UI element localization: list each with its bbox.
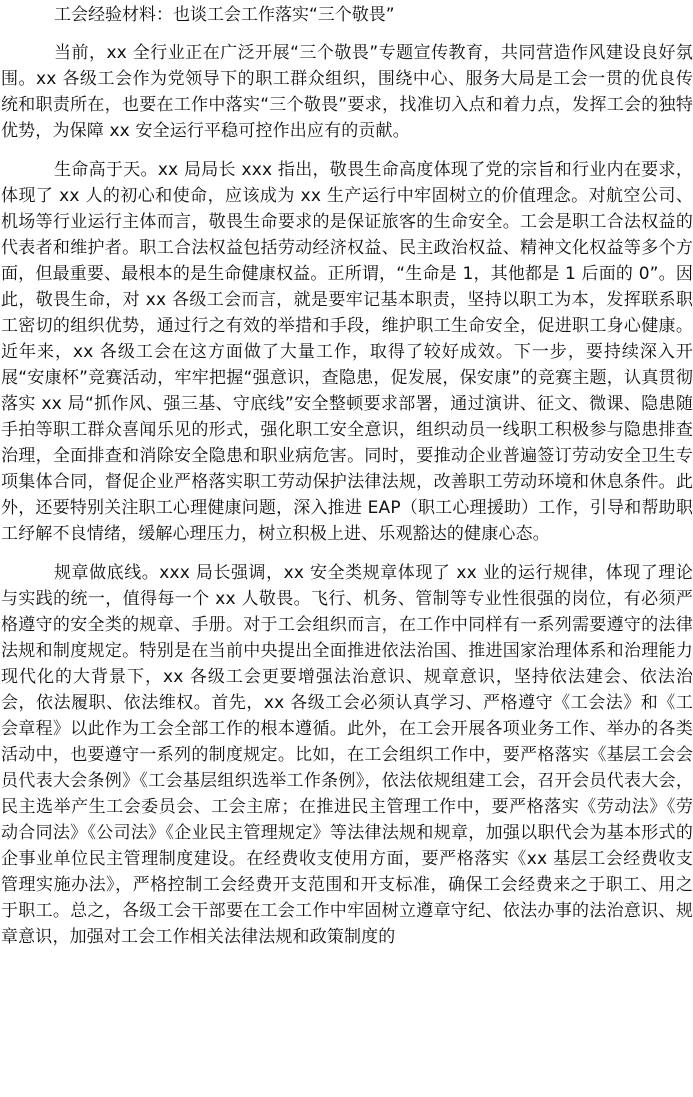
paragraph-rules-as-bottom-line: 规章做底线。xxx 局长强调，xx 安全类规章体现了 xx 业的运行规律，体现了理论与实践的统一，值得每一个 xx 人敬畏。飞行、机务、管制等专业性很强的岗位，有必须严格遵守的安全类的规章、手册。对于工会组织而言，在工作中同样有一系列需要遵守的法律法规和制度规定。特别是在当前中央提出全面推进依法治国、推进国家治理体系和治理能力现代化的大背景下，xx 各级工会更要增强法治意识、规章意识，坚持依法建会、依法治会，依法履职、依法维权。首先，xx 各级工会必须认真学习、严格遵守《工会法》和《工会章程》以此作为工会全部工作的根本遵循。此外，在工会开展各项业务工作、举办的各类活动中，也要遵守一系列的制度规定。比如，在工会组织工作中，要严格落实《基层工会会员代表大会条例》《工会基层组织选举工作条例》，依法依规组建工会，召开会员代表大会，民主选举产生工会委员会、工会主席；在推进民主管理工作中，要严格落实《劳动法》《劳动合同法》《公司法》《企业民主管理规定》等法律法规和规章，加强以职代会为基本形式的企事业单位民主管理制度建设。在经费收支使用方面，要严格落实《xx 基层工会经费收支管理实施办法》，严格控制工会经费开支范围和开支标准，确保工会经费来之于职工、用之于职工。总之，各级工会干部要在工会工作中牢固树立遵章守纪、依法办事的法治意识、规章意识，加强对工会工作相关法律法规和政策制度的 [1, 563, 693, 947]
document-title: 工会经验材料：也谈工会工作落实“三个敬畏” [54, 5, 395, 25]
paragraph-life-above-all: 生命高于天。xx 局局长 xxx 指出，敬畏生命高度体现了党的宗旨和行业内在要求，体现了 xx 人的初心和使命，应该成为 xx 生产运行中牢固树立的价值理念。对航空公司、机场等行业运行主体而言，敬畏生命要求的是保证旅客的生命安全。工会是职工合法权益的代表者和维护者。职工合法权益包括劳动经济权益、民主政治权益、精神文化权益等多个方面，但最重要、最根本的是生命健康权益。正所谓，“生命是 1，其他都是 1 后面的 0”。因此，敬畏生命，对 xx 各级工会而言，就是要牢记基本职责，坚持以职工为本，发挥联系职工密切的组织优势，通过行之有效的举措和手段，维护职工生命安全，促进职工身心健康。近年来，xx 各级工会在这方面做了大量工作，取得了较好成效。下一步，要持续深入开展“安康杯”竞赛活动，牢牢把握“强意识，查隐患，促发展，保安康”的竞赛主题，认真贯彻落实 xx 局“抓作风、强三基、守底线”安全整顿要求部署，通过演讲、征文、微课、隐患随手拍等职工群众喜闻乐见的形式，强化职工安全意识，组织动员一线职工积极参与隐患排查治理，全面排查和消除安全隐患和职业病危害。同时，要推动企业普遍签订劳动安全卫生专项集体合同，督促企业严格落实职工劳动保护法律法规，改善职工劳动环境和休息条件。此外，还要特别关注职工心理健康问题，深入推进 EAP（职工心理援助）工作，引导和帮助职工纾解不良情绪，缓解心理压力，树立积极上进、乐观豁达的健康心态。 [1, 160, 693, 544]
paragraph-intro: 当前，xx 全行业正在广泛开展“三个敬畏”专题宣传教育，共同营造作风建设良好氛围。xx 各级工会作为党领导下的职工群众组织，围绕中心、服务大局是工会一贯的优良传统和职责所在，也要在工作中落实“三个敬畏”要求，找准切入点和着力点，发挥工会的独特优势，为保障 xx 安全运行平稳可控作出应有的贡献。 [1, 43, 693, 141]
